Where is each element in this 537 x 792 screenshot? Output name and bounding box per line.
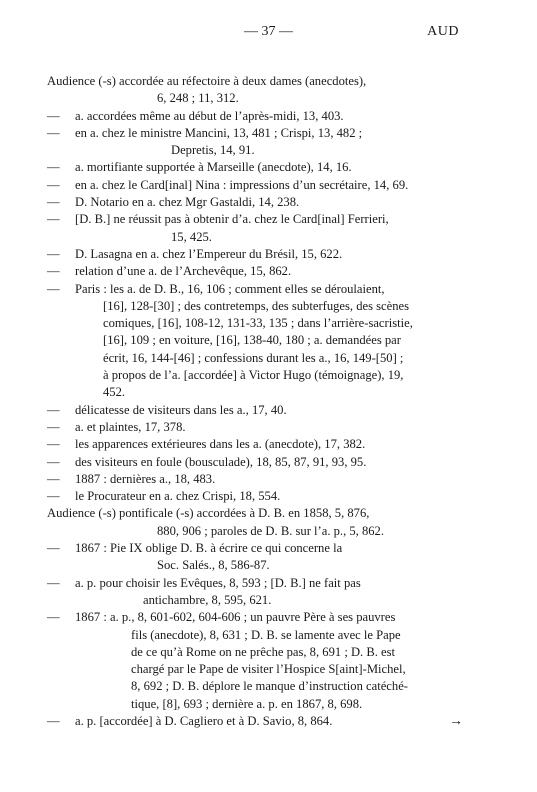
index-subentry — [47, 609, 459, 713]
entry-line: a. accordées même au début de l’après-midi, 13, 403. — [75, 108, 344, 123]
page-number: — 37 — — [244, 24, 293, 39]
entry-line: antichambre, 8, 595, 621. — [143, 592, 272, 607]
entry-line: a. p. pour choisir les Evêques, 8, 593 ; [D. B.] ne fait pas — [75, 575, 361, 590]
entry-line: des visiteurs en foule (bousculade), 18, 85, 87, 91, 93, 95. — [75, 454, 367, 469]
index-subentry — [47, 159, 459, 176]
entry-line: tique, [8], 693 ; dernière a. p. en 1867, 8, 698. — [131, 696, 363, 711]
entry-line: délicatesse de visiteurs dans les a., 17, 40. — [75, 402, 287, 417]
index-subentry — [47, 419, 459, 436]
dash: — — [47, 264, 60, 279]
dash: — — [47, 489, 60, 504]
entry-line: [16], 128-[30] ; des contretemps, des subterfuges, des scènes — [103, 298, 410, 313]
running-head: AUD — [427, 24, 459, 39]
dash: — — [47, 713, 60, 728]
dash: — — [47, 281, 60, 296]
dash: — — [47, 575, 60, 590]
index-entry-headword — [47, 505, 459, 540]
index-subentry — [47, 125, 459, 160]
dash: — — [47, 160, 60, 175]
entry-line: comiques, [16], 108-12, 131-33, 135 ; dans l’arrière-sacristie, — [103, 316, 413, 331]
entry-line: à propos de l’a. [accordée] à Victor Hugo (témoignage), 19, — [103, 368, 404, 383]
entry-line: [16], 109 ; en voiture, [16], 138-40, 180 ; a. demandées par — [103, 333, 401, 348]
dash: — — [47, 471, 60, 486]
entry-line: Soc. Salés., 8, 586-87. — [157, 558, 270, 573]
entry-line: 1867 : Pie IX oblige D. B. à écrire ce qui concerne la — [75, 541, 343, 556]
entry-line: D. Notario en a. chez Mgr Gastaldi, 14, 238. — [75, 195, 300, 210]
dash: — — [47, 125, 60, 140]
dash: — — [47, 108, 60, 123]
entry-line: le Procurateur en a. chez Crispi, 18, 554. — [75, 489, 281, 504]
entry-line: 6, 248 ; 11, 312. — [157, 91, 239, 106]
entry-line: en a. chez le Card[inal] Nina : impressions d’un secrétaire, 14, 69. — [75, 177, 409, 192]
index-subentry — [47, 454, 459, 471]
entry-line: a. et plaintes, 17, 378. — [75, 419, 186, 434]
index-subentry — [47, 281, 459, 402]
entry-line: fils (anecdote), 8, 631 ; D. B. se lamente avec le Pape — [131, 627, 401, 642]
entry-line: 880, 906 ; paroles de D. B. sur l’a. p., 5, 862. — [157, 523, 385, 538]
index-subentry — [47, 194, 459, 211]
entry-line: en a. chez le ministre Mancini, 13, 481 ; Crispi, 13, 482 ; — [75, 125, 363, 140]
index-subentry — [47, 108, 459, 125]
index-subentry — [47, 575, 459, 610]
index-subentry — [47, 263, 459, 280]
entry-line: de ce qu’à Rome on ne prêche pas, 8, 691 ; D. B. est — [131, 644, 396, 659]
index-subentry — [47, 436, 459, 453]
entry-line: a. mortifiante supportée à Marseille (anecdote), 14, 16. — [75, 160, 352, 175]
entry-line: écrit, 16, 144-[46] ; confessions durant les a., 16, 149-[50] ; — [103, 350, 404, 365]
entry-line: chargé par le Pape de visiter l’Hospice S[aint]-Michel, — [131, 662, 406, 677]
index-subentry — [47, 488, 459, 505]
entry-line: 452. — [103, 385, 126, 400]
entry-line: Audience (-s) accordée au réfectoire à deux dames (anecdotes), — [47, 74, 367, 88]
entry-line: Depretis, 14, 91. — [171, 143, 255, 158]
dash: — — [47, 610, 60, 625]
entry-line: D. Lasagna en a. chez l’Empereur du Brésil, 15, 622. — [75, 246, 343, 261]
entry-line: 8, 692 ; D. B. déplore le manque d’instruction catéché- — [131, 679, 408, 694]
dash: — — [47, 195, 60, 210]
dash: — — [47, 402, 60, 417]
index-subentry — [47, 177, 459, 194]
dash: — — [47, 419, 60, 434]
index-entry-headword — [47, 73, 459, 108]
index-subentry — [47, 540, 459, 575]
dash: — — [47, 454, 60, 469]
entry-line: Audience (-s) pontificale (-s) accordées à D. B. en 1858, 5, 876, — [47, 506, 370, 521]
entry-line: 1867 : a. p., 8, 601-602, 604-606 ; un pauvre Père à ses pauvres — [75, 610, 396, 625]
index-subentry — [47, 246, 459, 263]
index-subentry: — a. p. [accordée] à D. Cagliero et à D. Savio, 8, 864. → — [47, 713, 463, 729]
entry-line: 1887 : dernières a., 18, 483. — [75, 471, 216, 486]
index-subentry — [47, 471, 459, 488]
index-subentry — [47, 402, 459, 419]
entry-line: [D. B.] ne réussit pas à obtenir d’a. chez le Card[inal] Ferrieri, — [75, 212, 389, 227]
dash: — — [47, 437, 60, 452]
index-body — [47, 73, 463, 730]
dash: — — [47, 541, 60, 556]
entry-line: Paris : les a. de D. B., 16, 106 ; comment elles se déroulaient, — [75, 281, 385, 296]
dash: — — [47, 212, 60, 227]
page-header — [0, 24, 537, 44]
dash: — — [47, 177, 60, 192]
index-subentry — [47, 211, 459, 246]
entry-line: a. p. [accordée] à D. Cagliero et à D. Savio, 8, 864. — [75, 713, 333, 728]
dash: — — [47, 246, 60, 261]
entry-line: 15, 425. — [171, 229, 212, 244]
entry-line: les apparences extérieures dans les a. (anecdote), 17, 382. — [75, 437, 366, 452]
entry-line: relation d’une a. de l’Archevêque, 15, 862. — [75, 264, 292, 279]
